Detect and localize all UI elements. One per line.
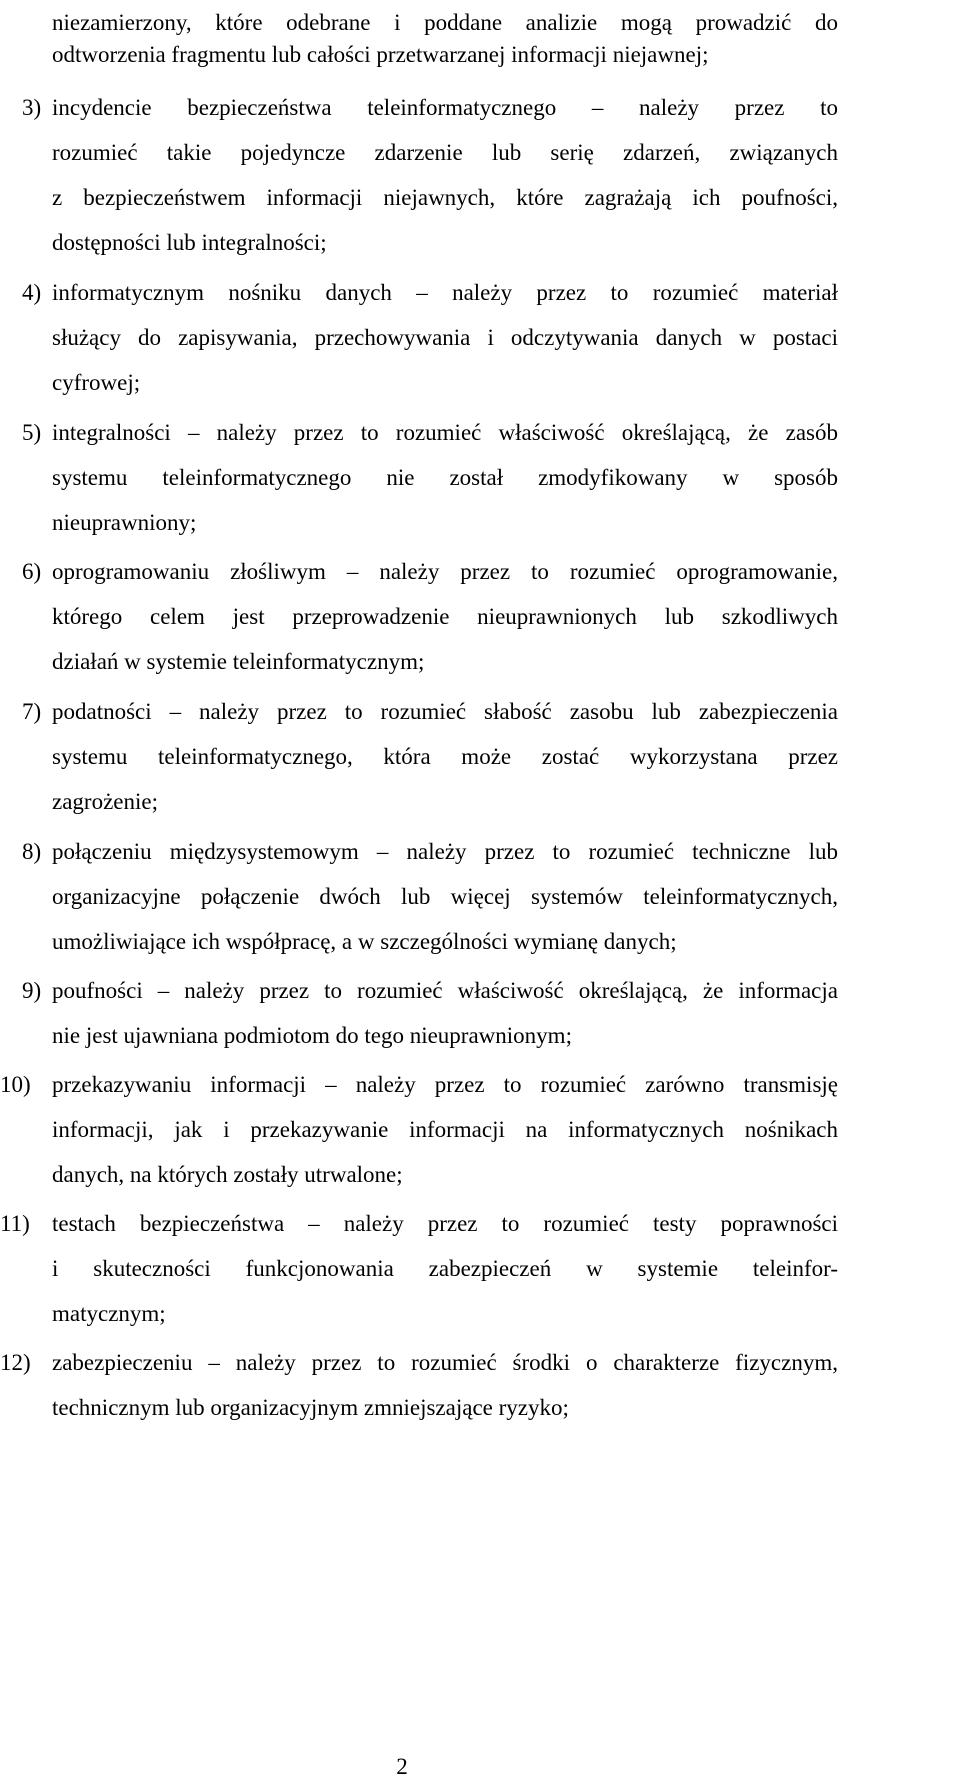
item-number: 4) — [22, 280, 42, 305]
text-line: oprogramowaniu złośliwym – należy przez to rozumieć oprogramowanie, — [52, 559, 838, 584]
text-line: podatności – należy przez to rozumieć słabość zasobu lub zabezpieczenia — [52, 699, 838, 724]
text-line: niezamierzony, które odebrane i poddane analizie mogą prowadzić do — [52, 10, 838, 35]
page-number: 2 — [396, 1754, 408, 1779]
text-line: z bezpieczeństwem informacji niejawnych, które zagrażają ich poufności, — [52, 185, 838, 210]
text-line: systemu teleinformatycznego, która może zostać wykorzystana przez — [52, 744, 838, 769]
item-number: 9) — [22, 978, 42, 1003]
text-line: połączeniu międzysystemowym – należy przez to rozumieć techniczne lub — [52, 839, 838, 864]
text-line: informatycznym nośniku danych – należy przez to rozumieć materiał — [52, 280, 838, 305]
text-line: zagrożenie; — [52, 789, 158, 814]
text-line: danych, na których zostały utrwalone; — [52, 1162, 403, 1187]
text-line: przekazywaniu informacji – należy przez to rozumieć zarówno transmisję — [52, 1072, 838, 1097]
text-line: informacji, jak i przekazywanie informacji na informatycznych nośnikach — [52, 1117, 838, 1142]
item-number: 7) — [22, 699, 42, 724]
text-line: rozumieć takie pojedyncze zdarzenie lub serię zdarzeń, związanych — [52, 140, 838, 165]
text-line: odtworzenia fragmentu lub całości przetwarzanej informacji niejawnej; — [52, 42, 709, 67]
item-number: 3) — [22, 95, 42, 120]
text-line: organizacyjne połączenie dwóch lub więcej systemów teleinformatycznych, — [52, 884, 838, 909]
item-number: 8) — [22, 839, 42, 864]
text-line: działań w systemie teleinformatycznym; — [52, 649, 425, 674]
text-line: którego celem jest przeprowadzenie nieuprawnionych lub szkodliwych — [52, 604, 838, 629]
item-number: 12) — [0, 1350, 31, 1375]
text-line: dostępności lub integralności; — [52, 230, 327, 255]
text-line: umożliwiające ich współpracę, a w szczególności wymianę danych; — [52, 929, 677, 954]
text-line: matycznym; — [52, 1301, 166, 1326]
text-line: zabezpieczeniu – należy przez to rozumieć środki o charakterze fizycznym, — [52, 1350, 838, 1375]
text-line: i skuteczności funkcjonowania zabezpieczeń w systemie teleinfor- — [52, 1256, 838, 1281]
text-line: systemu teleinformatycznego nie został zmodyfikowany w sposób — [52, 465, 838, 490]
item-number: 5) — [22, 420, 42, 445]
item-number: 10) — [0, 1072, 31, 1097]
text-line: służący do zapisywania, przechowywania i odczytywania danych w postaci — [52, 325, 838, 350]
item-number: 6) — [22, 559, 42, 584]
text-line: poufności – należy przez to rozumieć właściwość określającą, że informacja — [52, 978, 838, 1003]
text-line: testach bezpieczeństwa – należy przez to rozumieć testy poprawności — [52, 1211, 838, 1236]
text-line: integralności – należy przez to rozumieć właściwość określającą, że zasób — [52, 420, 838, 445]
text-line: nie jest ujawniana podmiotom do tego nieuprawnionym; — [52, 1023, 572, 1048]
text-line: nieuprawniony; — [52, 510, 197, 535]
text-line: cyfrowej; — [52, 370, 141, 395]
text-line: technicznym lub organizacyjnym zmniejszające ryzyko; — [52, 1395, 569, 1420]
item-number: 11) — [0, 1211, 30, 1236]
text-line: incydencie bezpieczeństwa teleinformatycznego – należy przez to — [52, 95, 838, 120]
